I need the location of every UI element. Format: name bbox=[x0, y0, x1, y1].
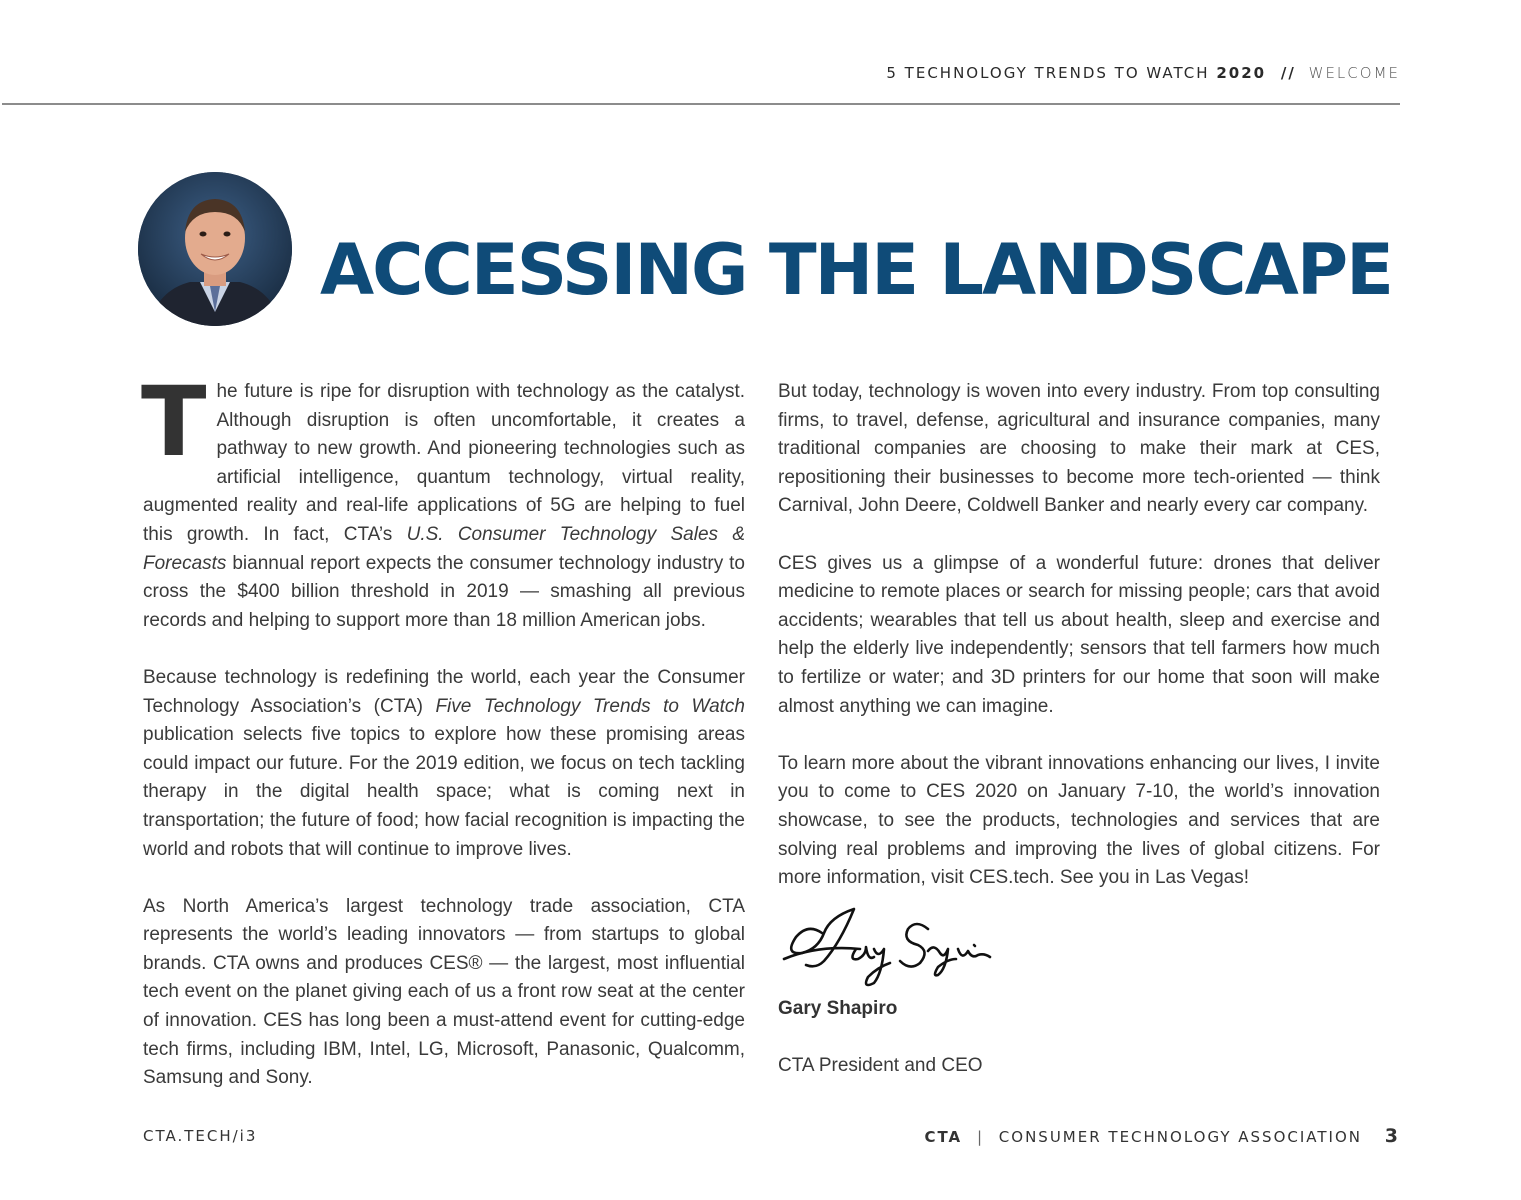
right-column bbox=[778, 378, 1380, 1109]
footer-org-short: CTA bbox=[924, 1128, 963, 1146]
running-header bbox=[886, 64, 1400, 82]
footer-org-full: CONSUMER TECHNOLOGY ASSOCIATION bbox=[998, 1128, 1362, 1146]
paragraph-intro-end: biannual report expects the consumer technology industry to cross the $400 billion threshold in 2019 — smashing all previous records and helping to support more than 18 million American jobs. bbox=[143, 552, 745, 631]
paragraph-cta: As North America’s largest technology trade association, CTA represents the world’s leading innovators — from startups to global brands. CTA owns and produces CES® — the largest, most influential tech event on the planet giving each of us a front row seat at the center of innovation. CES has long been a must-attend event for cutting-edge tech firms, including IBM, Intel, LG, Microsoft, Panasonic, Qualcomm, Samsung and Sony. bbox=[143, 895, 745, 1089]
publication-year: 2020 bbox=[1216, 64, 1267, 82]
publication-title: 5 TECHNOLOGY TRENDS TO WATCH bbox=[886, 64, 1210, 82]
paragraph-intro-start: he future is ripe for disruption with technology as the catalyst. Although disruption is often uncomfortable, it creates a pathway to new growth. And pioneering technologies such as artificial intelligence, quantum technology, virtual reality, augmented reality and real-life applications of 5G are helping to fuel this growth. In fact, CTA’s bbox=[143, 381, 745, 545]
header-rule bbox=[2, 103, 1400, 105]
drop-cap: T bbox=[141, 366, 207, 478]
left-column bbox=[141, 366, 745, 1121]
paragraph-invitation: To learn more about the vibrant innovations enhancing our lives, I invite you to come to CES 2020 on January 7-10, the world’s innovation showcase, to see the products, technologies and services that are solving real problems and improving the lives of global citizens. For more information, visit CES.tech. See you in Las Vegas! bbox=[778, 752, 1380, 889]
paragraph-publication-start: Because technology is redefining the world, each year the Consumer Technology Association’s (CTA) bbox=[143, 666, 745, 717]
signer-name: Gary Shapiro bbox=[778, 997, 898, 1019]
paragraph-industry: But today, technology is woven into every industry. From top consulting firms, to travel, defense, agricultural and insurance companies, many traditional companies are choosing to make their mark at CES, repositioning their businesses to become more tech-oriented — think Carnival, John Deere, Coldwell Banker and nearly every car company. bbox=[778, 381, 1380, 517]
article-title: ACCESSING THE LANDSCAPE bbox=[320, 228, 1392, 311]
report-title: U.S. Consumer Technology Sales & Forecasts bbox=[143, 523, 745, 574]
signature-image bbox=[778, 903, 1008, 995]
paragraph-future: CES gives us a glimpse of a wonderful future: drones that deliver medicine to remote places or search for missing people; cars that avoid accidents; wearables that tell us about health, sleep and exercise and help the elderly live independently; sensors that tell farmers how much to fertilize or water; and 3D printers for our home that soon will make almost anything we can imagine. bbox=[778, 552, 1380, 717]
publication-name: Five Technology Trends to Watch bbox=[435, 695, 745, 717]
paragraph-publication-end: publication selects five topics to explore how these promising areas could impact our future. For the 2019 edition, we focus on tech tackling therapy in the digital health space; what is coming next in transportation; the future of food; how facial recognition is impacting the world and robots that will continue to improve lives. bbox=[143, 724, 745, 860]
paragraph-intro bbox=[141, 366, 745, 635]
portrait-image bbox=[138, 172, 292, 326]
section-name: WELCOME bbox=[1308, 64, 1400, 82]
footer-separator: | bbox=[976, 1128, 985, 1146]
header-separator: // bbox=[1280, 64, 1296, 82]
footer-url: CTA.TECH/i3 bbox=[143, 1127, 258, 1145]
paragraph-publication bbox=[143, 664, 745, 864]
page-number: 3 bbox=[1384, 1125, 1400, 1147]
signer-title: CTA President and CEO bbox=[778, 1054, 983, 1076]
footer-right bbox=[924, 1125, 1400, 1147]
author-portrait bbox=[138, 172, 292, 326]
